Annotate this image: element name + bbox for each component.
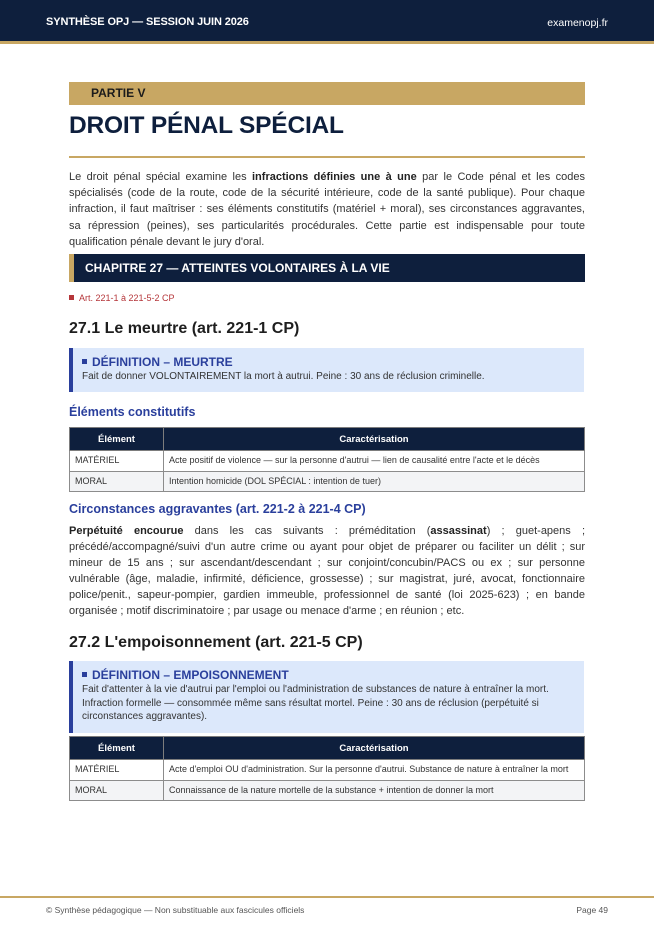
- definition-box-meurtre: [69, 348, 584, 392]
- aggravating-emphasis: assassinat: [430, 525, 487, 537]
- table-row: [70, 760, 585, 781]
- column-header-element: Élément: [70, 428, 164, 451]
- intro-emphasis: infractions définies une à une: [252, 171, 417, 183]
- table-row: [70, 780, 585, 801]
- definition-title: [82, 668, 574, 682]
- cell-element: MORAL: [70, 471, 164, 492]
- cell-element: MATÉRIEL: [70, 760, 164, 781]
- cell-caracterisation: Acte positif de violence — sur la personne d'autrui — lien de causalité entre l'acte et le décès: [164, 451, 585, 472]
- chapter-banner: CHAPITRE 27 — ATTEINTES VOLONTAIRES À LA VIE: [69, 254, 585, 282]
- definition-box-empoisonnement: [69, 661, 584, 733]
- cell-element: MORAL: [70, 780, 164, 801]
- column-header-element: Élément: [70, 737, 164, 760]
- cell-caracterisation: Connaissance de la nature mortelle de la substance + intention de donner la mort: [164, 780, 585, 801]
- definition-title-text: DÉFINITION – EMPOISONNEMENT: [92, 668, 289, 682]
- elements-table-meurtre: [69, 427, 585, 492]
- table-header-row: [70, 737, 585, 760]
- square-bullet-icon: [69, 295, 74, 300]
- definition-title-text: DÉFINITION – MEURTRE: [92, 355, 233, 369]
- cell-element: MATÉRIEL: [70, 451, 164, 472]
- part-banner: PARTIE V: [69, 82, 585, 105]
- footer-divider: [0, 896, 654, 898]
- intro-text: Le droit pénal spécial examine les: [69, 171, 252, 183]
- section-title-empoisonnement: 27.2 L'empoisonnement (art. 221-5 CP): [69, 634, 363, 651]
- cell-caracterisation: Acte d'emploi OU d'administration. Sur la personne d'autrui. Substance de nature à entraîner la mort: [164, 760, 585, 781]
- footer-disclaimer: © Synthèse pédagogique — Non substituable aux fascicules officiels: [46, 905, 305, 915]
- page-number: Page 49: [576, 905, 608, 915]
- article-reference: [69, 293, 175, 303]
- aggravating-emphasis: Perpétuité encourue: [69, 525, 184, 537]
- article-reference-text: Art. 221-1 à 221-5-2 CP: [79, 293, 175, 303]
- page-header: [0, 0, 654, 44]
- title-divider: [69, 156, 585, 158]
- cell-caracterisation: Intention homicide (DOL SPÉCIAL : intention de tuer): [164, 471, 585, 492]
- definition-text: Fait de donner VOLONTAIREMENT la mort à autrui. Peine : 30 ans de réclusion criminelle.: [82, 371, 485, 382]
- aggravating-text: ) ; guet-apens ; précédé/accompagné/suivi d'un autre crime ou ayant pour objet de préparer ou faciliter un délit ; sur mineur de 15 ans ; sur ascendant/descendant ; sur conjoint/concubin/PACS ou ex ; sur personne vulnérable (âge, maladie, infirmité, déficience, grossesse) ; sur magistrat, juré, avocat, fonctionnaire police/penit., sapeur-pompier, gardien immeuble, professionnel de santé (loi 2025-623) ; en bande organisée ; motif discriminatoire ; par usage ou menace d'arme ; en réunion ; etc.: [69, 525, 586, 617]
- column-header-caracterisation: Caractérisation: [164, 737, 585, 760]
- aggravating-text: dans les cas suivants : préméditation (: [183, 525, 431, 537]
- elements-table-empoisonnement: [69, 736, 585, 801]
- definition-text: Fait d'attenter à la vie d'autrui par l'emploi ou l'administration de substances de nature à entraîner la mort. Infraction formelle — consommée même sans résultat mortel. Peine : 30 ans de réclusion (perpétuité si circonstances aggravantes).: [82, 684, 549, 722]
- header-title: SYNTHÈSE OPJ — SESSION JUIN 2026: [46, 16, 249, 28]
- aggravating-heading: Circonstances aggravantes (art. 221-2 à 221-4 CP): [69, 502, 366, 516]
- table-row: [70, 451, 585, 472]
- table-header-row: [70, 428, 585, 451]
- page-title: DROIT PÉNAL SPÉCIAL: [69, 112, 344, 139]
- square-bullet-icon: [82, 359, 87, 364]
- definition-title: [82, 355, 574, 369]
- aggravating-paragraph: [69, 523, 585, 619]
- square-bullet-icon: [82, 672, 87, 677]
- header-site: examenopj.fr: [547, 17, 608, 29]
- table-row: [70, 471, 585, 492]
- elements-heading: Éléments constitutifs: [69, 405, 196, 419]
- intro-text: par le Code pénal et les codes spécialisés (code de la route, code de la sécurité intérieure, code de la santé publique). Pour chaque infraction, il faut maîtriser : ses éléments constitutifs (matériel + moral), ses circonstances aggravantes, sa répression (peines), ses particularités procédurales. Cette partie est indispensable pour toute qualification pénale devant le jury d'oral.: [69, 171, 586, 248]
- column-header-caracterisation: Caractérisation: [164, 428, 585, 451]
- intro-paragraph: [69, 169, 585, 250]
- section-title-meurtre: 27.1 Le meurtre (art. 221-1 CP): [69, 320, 300, 337]
